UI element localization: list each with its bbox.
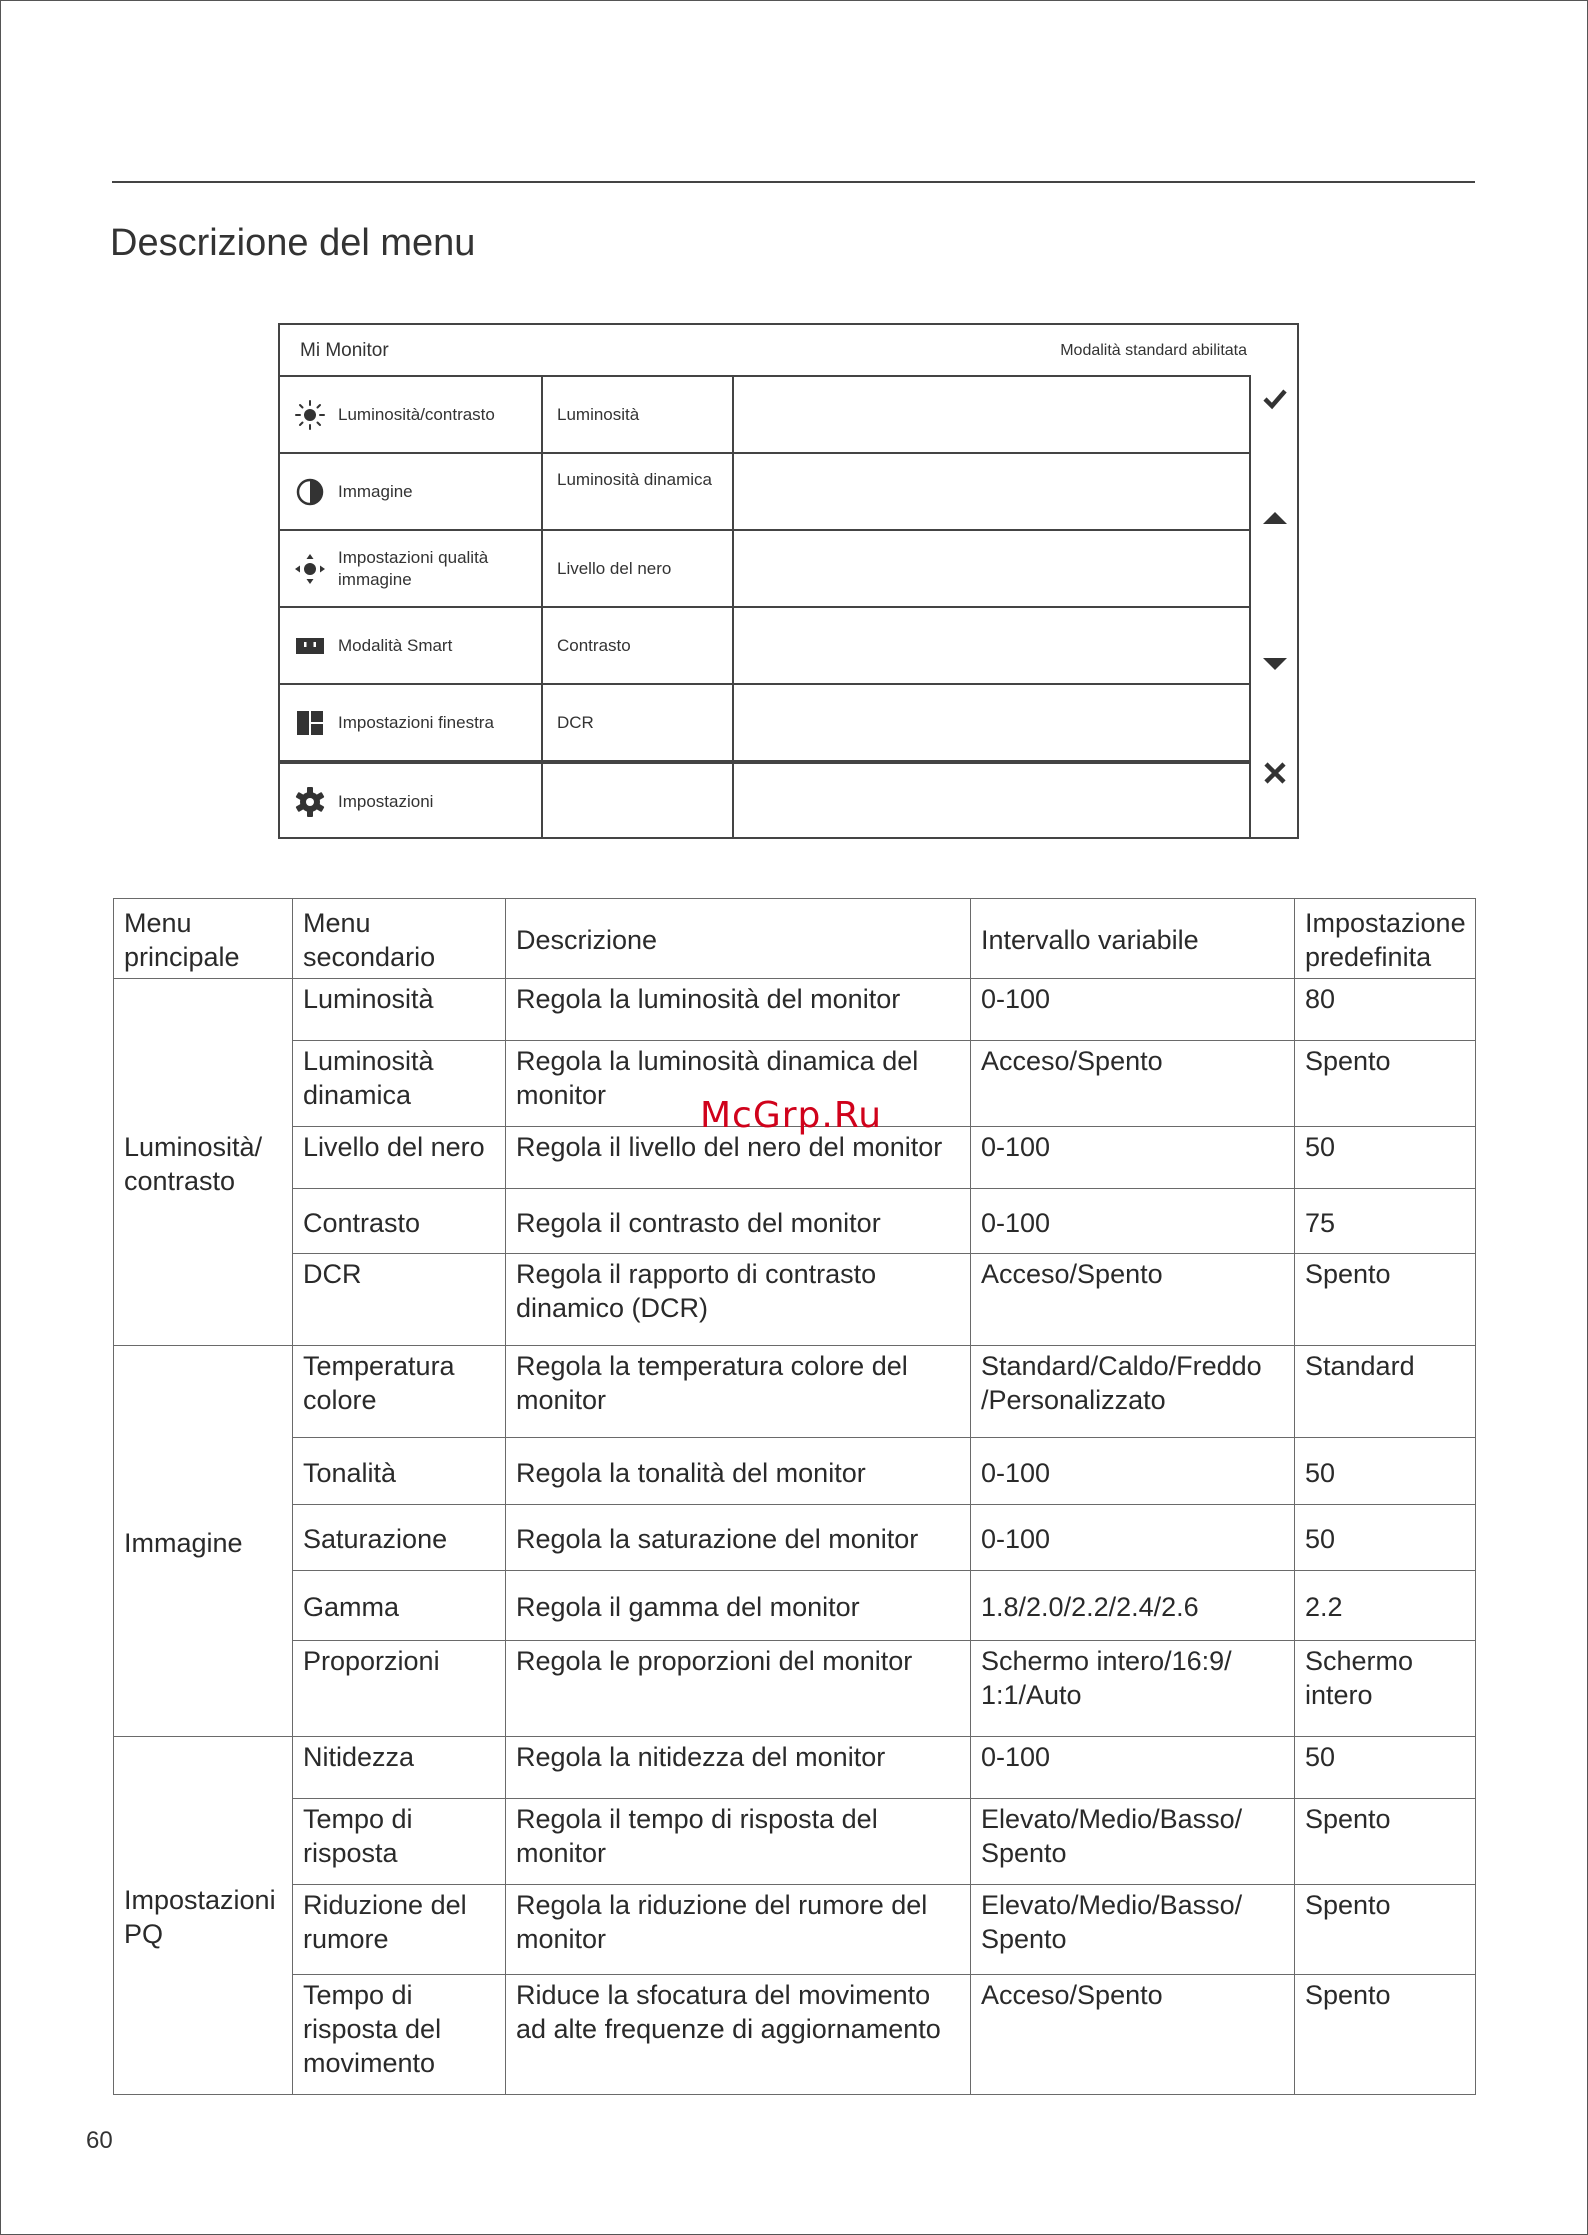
description-cell: Regola la riduzione del rumore del monitor [506,1885,971,1975]
description-cell: Regola la saturazione del monitor [506,1505,971,1571]
osd-value-cell [734,454,1249,529]
window-layout-icon [294,707,326,739]
range-cell: Acceso/Spento [971,1975,1295,2095]
main-menu-cell: Luminosità/ contrasto [114,979,293,1346]
default-cell: Schermo intero [1295,1641,1476,1737]
osd-sub-label: Contrasto [557,635,631,655]
range-cell: 0-100 [971,1189,1295,1254]
default-cell: Spento [1295,1799,1476,1885]
osd-value-cell [734,531,1249,606]
header-range: Intervallo variabile [971,899,1295,979]
osd-status: Modalità standard abilitata [1060,342,1247,359]
osd-sub-label: DCR [557,712,594,732]
sub-menu-cell: Gamma [293,1571,506,1641]
description-cell: Regola il contrasto del monitor [506,1189,971,1254]
default-cell: Standard [1295,1346,1476,1438]
description-cell: Riduce la sfocatura del movimento ad alte frequenze di aggiornamento [506,1975,971,2095]
description-cell: Regola la tonalità del monitor [506,1438,971,1505]
default-cell: 50 [1295,1737,1476,1799]
osd-main-label: Impostazioni qualità immagine [338,547,489,589]
sub-menu-cell: Riduzione del rumore [293,1885,506,1975]
osd-value-cell [734,608,1249,683]
osd-sub-label: Livello del nero [557,558,672,578]
table-row [114,1799,1476,1885]
osd-main-item[interactable] [280,454,543,529]
osd-sub-item[interactable] [543,454,734,529]
sub-menu-cell: Luminosità [293,979,506,1041]
description-cell: Regola il rapporto di contrasto dinamico (DCR) [506,1254,971,1346]
sub-menu-cell: Temperatura colore [293,1346,506,1438]
osd-sub-label: Luminosità dinamica [557,470,712,489]
default-cell: 2.2 [1295,1571,1476,1641]
arrow-down-icon[interactable] [1261,649,1289,677]
table-header-row [114,899,1476,979]
osd-main-label: Impostazioni finestra [338,712,494,732]
osd-value-cell [734,377,1249,452]
header-description: Descrizione [506,899,971,979]
default-cell: Spento [1295,1254,1476,1346]
description-cell: Regola il tempo di risposta del monitor [506,1799,971,1885]
osd-main-item[interactable] [280,377,543,452]
osd-sub-item[interactable] [543,608,734,683]
osd-row [280,454,1249,531]
range-cell: Elevato/Medio/Basso/ Spento [971,1885,1295,1975]
checkmark-icon[interactable] [1261,385,1289,413]
header-secondary-menu: Menu secondario [293,899,506,979]
description-cell: Regola la luminosità del monitor [506,979,971,1041]
default-cell: 50 [1295,1127,1476,1189]
sub-menu-cell: Tonalità [293,1438,506,1505]
page-title: Descrizione del menu [110,222,476,264]
arrow-up-icon[interactable] [1261,505,1289,533]
range-cell: Elevato/Medio/Basso/ Spento [971,1799,1295,1885]
sun-icon [294,399,326,431]
description-cell: Regola il livello del nero del monitor [506,1127,971,1189]
osd-navigation-column [1251,375,1299,839]
sub-menu-cell: Tempo di risposta del movimento [293,1975,506,2095]
gear-icon [294,786,326,818]
osd-row [280,685,1249,762]
default-cell: Spento [1295,1975,1476,2095]
osd-main-label: Impostazioni [338,791,434,811]
table-row [114,1189,1476,1254]
sub-menu-cell: Livello del nero [293,1127,506,1189]
osd-menu-diagram [278,323,1299,839]
osd-main-item[interactable] [280,608,543,683]
range-cell: 0-100 [971,1505,1295,1571]
table-row [114,1975,1476,2095]
osd-main-label: Immagine [338,481,413,501]
sub-menu-cell: Proporzioni [293,1641,506,1737]
default-cell: 80 [1295,979,1476,1041]
osd-row [280,377,1249,454]
sub-menu-cell: Luminosità dinamica [293,1041,506,1127]
range-cell: 0-100 [971,979,1295,1041]
default-cell: Spento [1295,1885,1476,1975]
watermark: McGrp.Ru [700,1095,883,1136]
osd-main-label: Luminosità/contrasto [338,404,495,424]
table-row [114,1346,1476,1438]
sub-menu-cell: Contrasto [293,1189,506,1254]
osd-main-item[interactable] [280,764,543,839]
osd-main-item[interactable] [280,531,543,606]
osd-main-label: Modalità Smart [338,635,453,655]
table-row [114,1737,1476,1799]
top-rule [112,181,1475,183]
osd-row [280,531,1249,608]
menu-description-table [113,898,1476,2095]
description-cell: Regola le proporzioni del monitor [506,1641,971,1737]
osd-sub-item[interactable] [543,685,734,760]
description-cell: Regola il gamma del monitor [506,1571,971,1641]
osd-header [280,325,1297,375]
page-number: 60 [86,2127,113,2154]
default-cell: Spento [1295,1041,1476,1127]
header-main-menu: Menu principale [114,899,293,979]
range-cell: Schermo intero/16:9/ 1:1/Auto [971,1641,1295,1737]
osd-value-cell [734,685,1249,760]
description-cell: Regola la temperatura colore del monitor [506,1346,971,1438]
table-row [114,1505,1476,1571]
osd-grid [280,375,1251,839]
range-cell: Standard/Caldo/Freddo /Personalizzato [971,1346,1295,1438]
table-row [114,979,1476,1041]
default-cell: 75 [1295,1189,1476,1254]
osd-sub-item[interactable] [543,377,734,452]
smart-mode-icon [294,630,326,662]
default-cell: 50 [1295,1505,1476,1571]
main-menu-cell: Immagine [114,1346,293,1737]
table-row [114,1438,1476,1505]
close-icon[interactable] [1261,759,1289,787]
osd-value-cell [734,764,1249,839]
osd-sub-item[interactable] [543,764,734,839]
main-menu-cell: Impostazioni PQ [114,1737,293,2095]
half-circle-icon [294,476,326,508]
osd-brand: Mi Monitor [300,340,389,361]
default-cell: 50 [1295,1438,1476,1505]
osd-main-item[interactable] [280,685,543,760]
sub-menu-cell: Tempo di risposta [293,1799,506,1885]
range-cell: Acceso/Spento [971,1041,1295,1127]
range-cell: Acceso/Spento [971,1254,1295,1346]
range-cell: 1.8/2.0/2.2/2.4/2.6 [971,1571,1295,1641]
sub-menu-cell: Saturazione [293,1505,506,1571]
directional-pad-icon [294,553,326,585]
osd-sub-label: Luminosità [557,404,640,424]
range-cell: 0-100 [971,1737,1295,1799]
description-cell: Regola la nitidezza del monitor [506,1737,971,1799]
table-row [114,1641,1476,1737]
sub-menu-cell: DCR [293,1254,506,1346]
description-cell: Regola la luminosità dinamica del monitor [506,1041,971,1127]
osd-row [280,608,1249,685]
header-default: Impostazione predefinita [1295,899,1476,979]
table-row [114,1571,1476,1641]
range-cell: 0-100 [971,1438,1295,1505]
sub-menu-cell: Nitidezza [293,1737,506,1799]
table-row [114,1885,1476,1975]
range-cell: 0-100 [971,1127,1295,1189]
table-row [114,1254,1476,1346]
osd-row [280,762,1249,839]
osd-sub-item[interactable] [543,531,734,606]
